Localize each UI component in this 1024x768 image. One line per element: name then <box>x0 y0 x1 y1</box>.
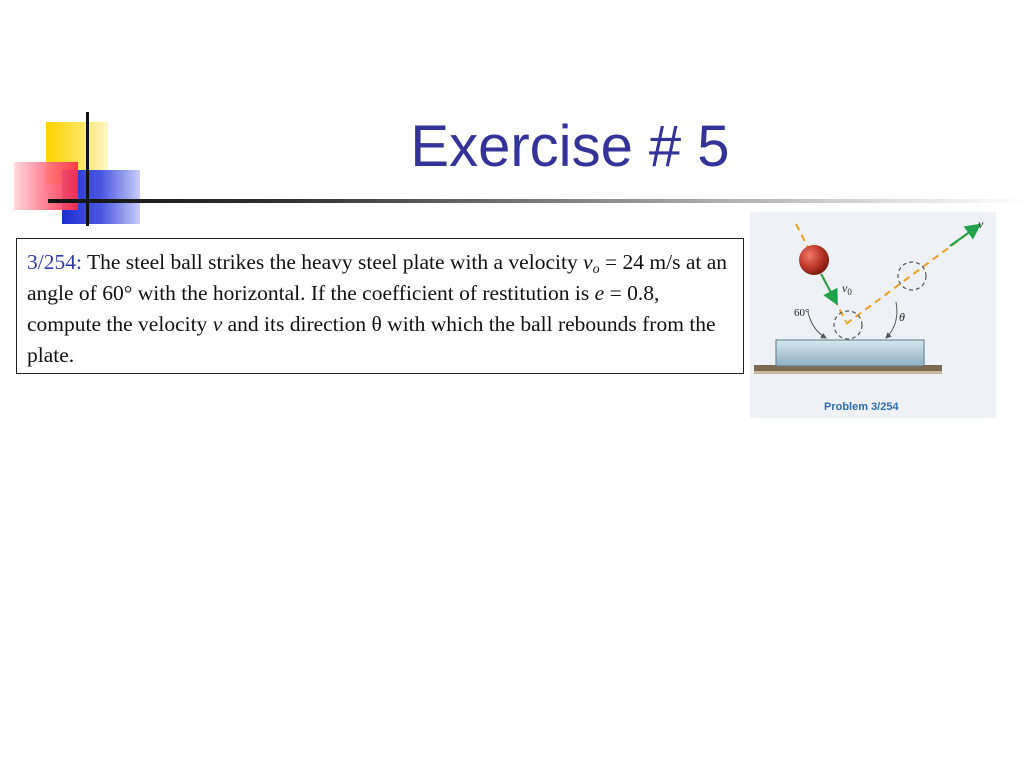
problem-statement-box <box>16 238 744 374</box>
steel-plate <box>776 340 924 366</box>
label-60-degrees: 60° <box>794 307 810 319</box>
problem-text-4: and its direction θ with which the ball rebounds from the plate. <box>27 312 716 367</box>
problem-text-3: = 0.8, compute the velocity <box>27 281 660 336</box>
velocity-subscript: o <box>592 262 600 277</box>
angle-60-arc <box>808 312 826 338</box>
restitution-symbol: e <box>594 281 605 305</box>
v0-arrow <box>821 274 836 302</box>
figure-caption: Problem 3/254 <box>824 401 899 413</box>
rebound-velocity-symbol: v <box>212 312 223 336</box>
label-theta: θ <box>899 310 905 324</box>
problem-text-1: The steel ball strikes the heavy steel plate with a velocity <box>81 250 584 274</box>
figure-diagram <box>750 212 996 418</box>
label-v0: $v_0$ <box>842 281 852 297</box>
problem-figure <box>750 212 996 418</box>
title-underline <box>48 199 1024 203</box>
slide-title: Exercise # 5 <box>410 114 730 179</box>
problem-number: 3/254: <box>27 250 82 274</box>
ground-shadow <box>754 371 942 374</box>
velocity-symbol: v <box>583 250 593 274</box>
deco-vertical-line <box>86 112 89 226</box>
v-arrow <box>950 226 978 246</box>
label-v: v <box>978 217 984 231</box>
steel-ball <box>799 245 829 275</box>
ball-after-rebound <box>898 262 926 290</box>
angle-theta-arc <box>886 302 897 338</box>
problem-text-2: = 24 m/s at an angle of 60° with the horizontal. If the coefficient of restitution is <box>27 250 727 305</box>
